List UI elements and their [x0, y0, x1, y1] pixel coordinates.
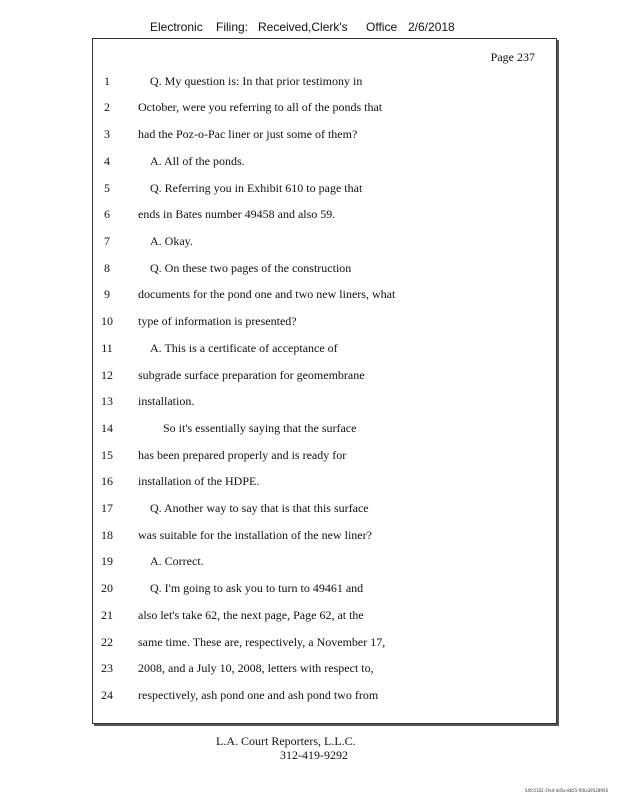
- line-number: 23: [101, 661, 113, 675]
- line-text: installation.: [138, 394, 195, 408]
- line-text: respectively, ash pond one and ash pond two from: [138, 688, 379, 702]
- line-text: has been prepared properly and is ready for: [138, 448, 347, 462]
- line-number: 4: [104, 154, 110, 168]
- transcript-line: [0, 448, 618, 464]
- line-text: was suitable for the installation of the new liner?: [138, 528, 372, 542]
- court-reporter-name: L.A. Court Reporters, L.L.C.: [216, 734, 356, 748]
- transcript-line: [0, 234, 618, 250]
- line-text: Q. On these two pages of the construction: [150, 261, 352, 275]
- court-reporter-phone: 312-419-9292: [280, 748, 348, 762]
- line-number: 13: [101, 394, 113, 408]
- transcript-line: [0, 368, 618, 384]
- line-text: Q. My question is: In that prior testimony in: [150, 74, 363, 88]
- transcript-line: [0, 528, 618, 544]
- line-text: subgrade surface preparation for geomembrane: [138, 368, 365, 382]
- transcript-line: [0, 608, 618, 624]
- line-text: October, were you referring to all of the ponds that: [138, 100, 383, 114]
- line-text: ends in Bates number 49458 and also 59.: [138, 207, 336, 221]
- line-text: A. This is a certificate of acceptance of: [150, 341, 338, 355]
- transcript-line: [0, 474, 618, 490]
- line-text: A. Correct.: [150, 554, 204, 568]
- line-number: 24: [101, 688, 113, 702]
- line-number: 12: [101, 368, 113, 382]
- line-number: 17: [101, 501, 113, 515]
- document-id: 54fc5102-1fe4-4d5a-8b55-f00a39528956: [524, 788, 608, 793]
- transcript-line: [0, 421, 618, 437]
- line-text: had the Poz-o-Pac liner or just some of them?: [138, 127, 358, 141]
- line-text: So it's essentially saying that the surface: [163, 421, 357, 435]
- line-number: 9: [104, 287, 110, 301]
- line-number: 10: [101, 314, 113, 328]
- line-text: type of information is presented?: [138, 314, 297, 328]
- line-text: same time. These are, respectively, a November 17,: [138, 635, 386, 649]
- transcript-line: [0, 74, 618, 90]
- line-text: installation of the HDPE.: [138, 474, 260, 488]
- line-text: A. Okay.: [150, 234, 193, 248]
- line-number: 22: [101, 635, 113, 649]
- line-text: 2008, and a July 10, 2008, letters with respect to,: [138, 661, 374, 675]
- line-number: 11: [101, 341, 113, 355]
- line-text: Q. Another way to say that is that this surface: [150, 501, 369, 515]
- line-text: documents for the pond one and two new liners, what: [138, 287, 396, 301]
- line-number: 7: [104, 234, 110, 248]
- filing-header-date: 2/6/2018: [408, 20, 455, 34]
- transcript-line: [0, 341, 618, 357]
- transcript-line: [0, 287, 618, 303]
- line-text: Q. I'm going to ask you to turn to 49461 and: [150, 581, 364, 595]
- transcript-line: [0, 688, 618, 704]
- transcript-line: [0, 154, 618, 170]
- line-number: 2: [104, 100, 110, 114]
- line-number: 16: [101, 474, 113, 488]
- filing-header-filing: Filing:: [216, 20, 249, 34]
- line-number: 6: [104, 207, 110, 221]
- line-number: 1: [104, 74, 110, 88]
- transcript-line: [0, 261, 618, 277]
- transcript-line: [0, 394, 618, 410]
- transcript-line: [0, 581, 618, 597]
- line-number: 19: [101, 554, 113, 568]
- transcript-line: [0, 661, 618, 677]
- line-number: 5: [104, 181, 110, 195]
- transcript-line: [0, 100, 618, 116]
- line-text: A. All of the ponds.: [150, 154, 245, 168]
- transcript-line: [0, 207, 618, 223]
- transcript-line: [0, 554, 618, 570]
- line-number: 21: [101, 608, 113, 622]
- filing-header-office: Office: [366, 20, 398, 34]
- transcript-line: [0, 127, 618, 143]
- line-number: 14: [101, 421, 113, 435]
- line-number: 3: [104, 127, 110, 141]
- line-number: 8: [104, 261, 110, 275]
- line-text: also let's take 62, the next page, Page 62, at the: [138, 608, 364, 622]
- transcript-line: [0, 314, 618, 330]
- filing-header-electronic: Electronic: [150, 20, 203, 34]
- line-number: 20: [101, 581, 113, 595]
- line-number: 15: [101, 448, 113, 462]
- line-text: Q. Referring you in Exhibit 610 to page that: [150, 181, 363, 195]
- transcript-line: [0, 501, 618, 517]
- page-number: Page 237: [490, 50, 535, 64]
- filing-header-received: Received,Clerk's: [258, 20, 348, 34]
- line-number: 18: [101, 528, 113, 542]
- filing-header: [0, 20, 618, 36]
- transcript-line: [0, 181, 618, 197]
- transcript-line: [0, 635, 618, 651]
